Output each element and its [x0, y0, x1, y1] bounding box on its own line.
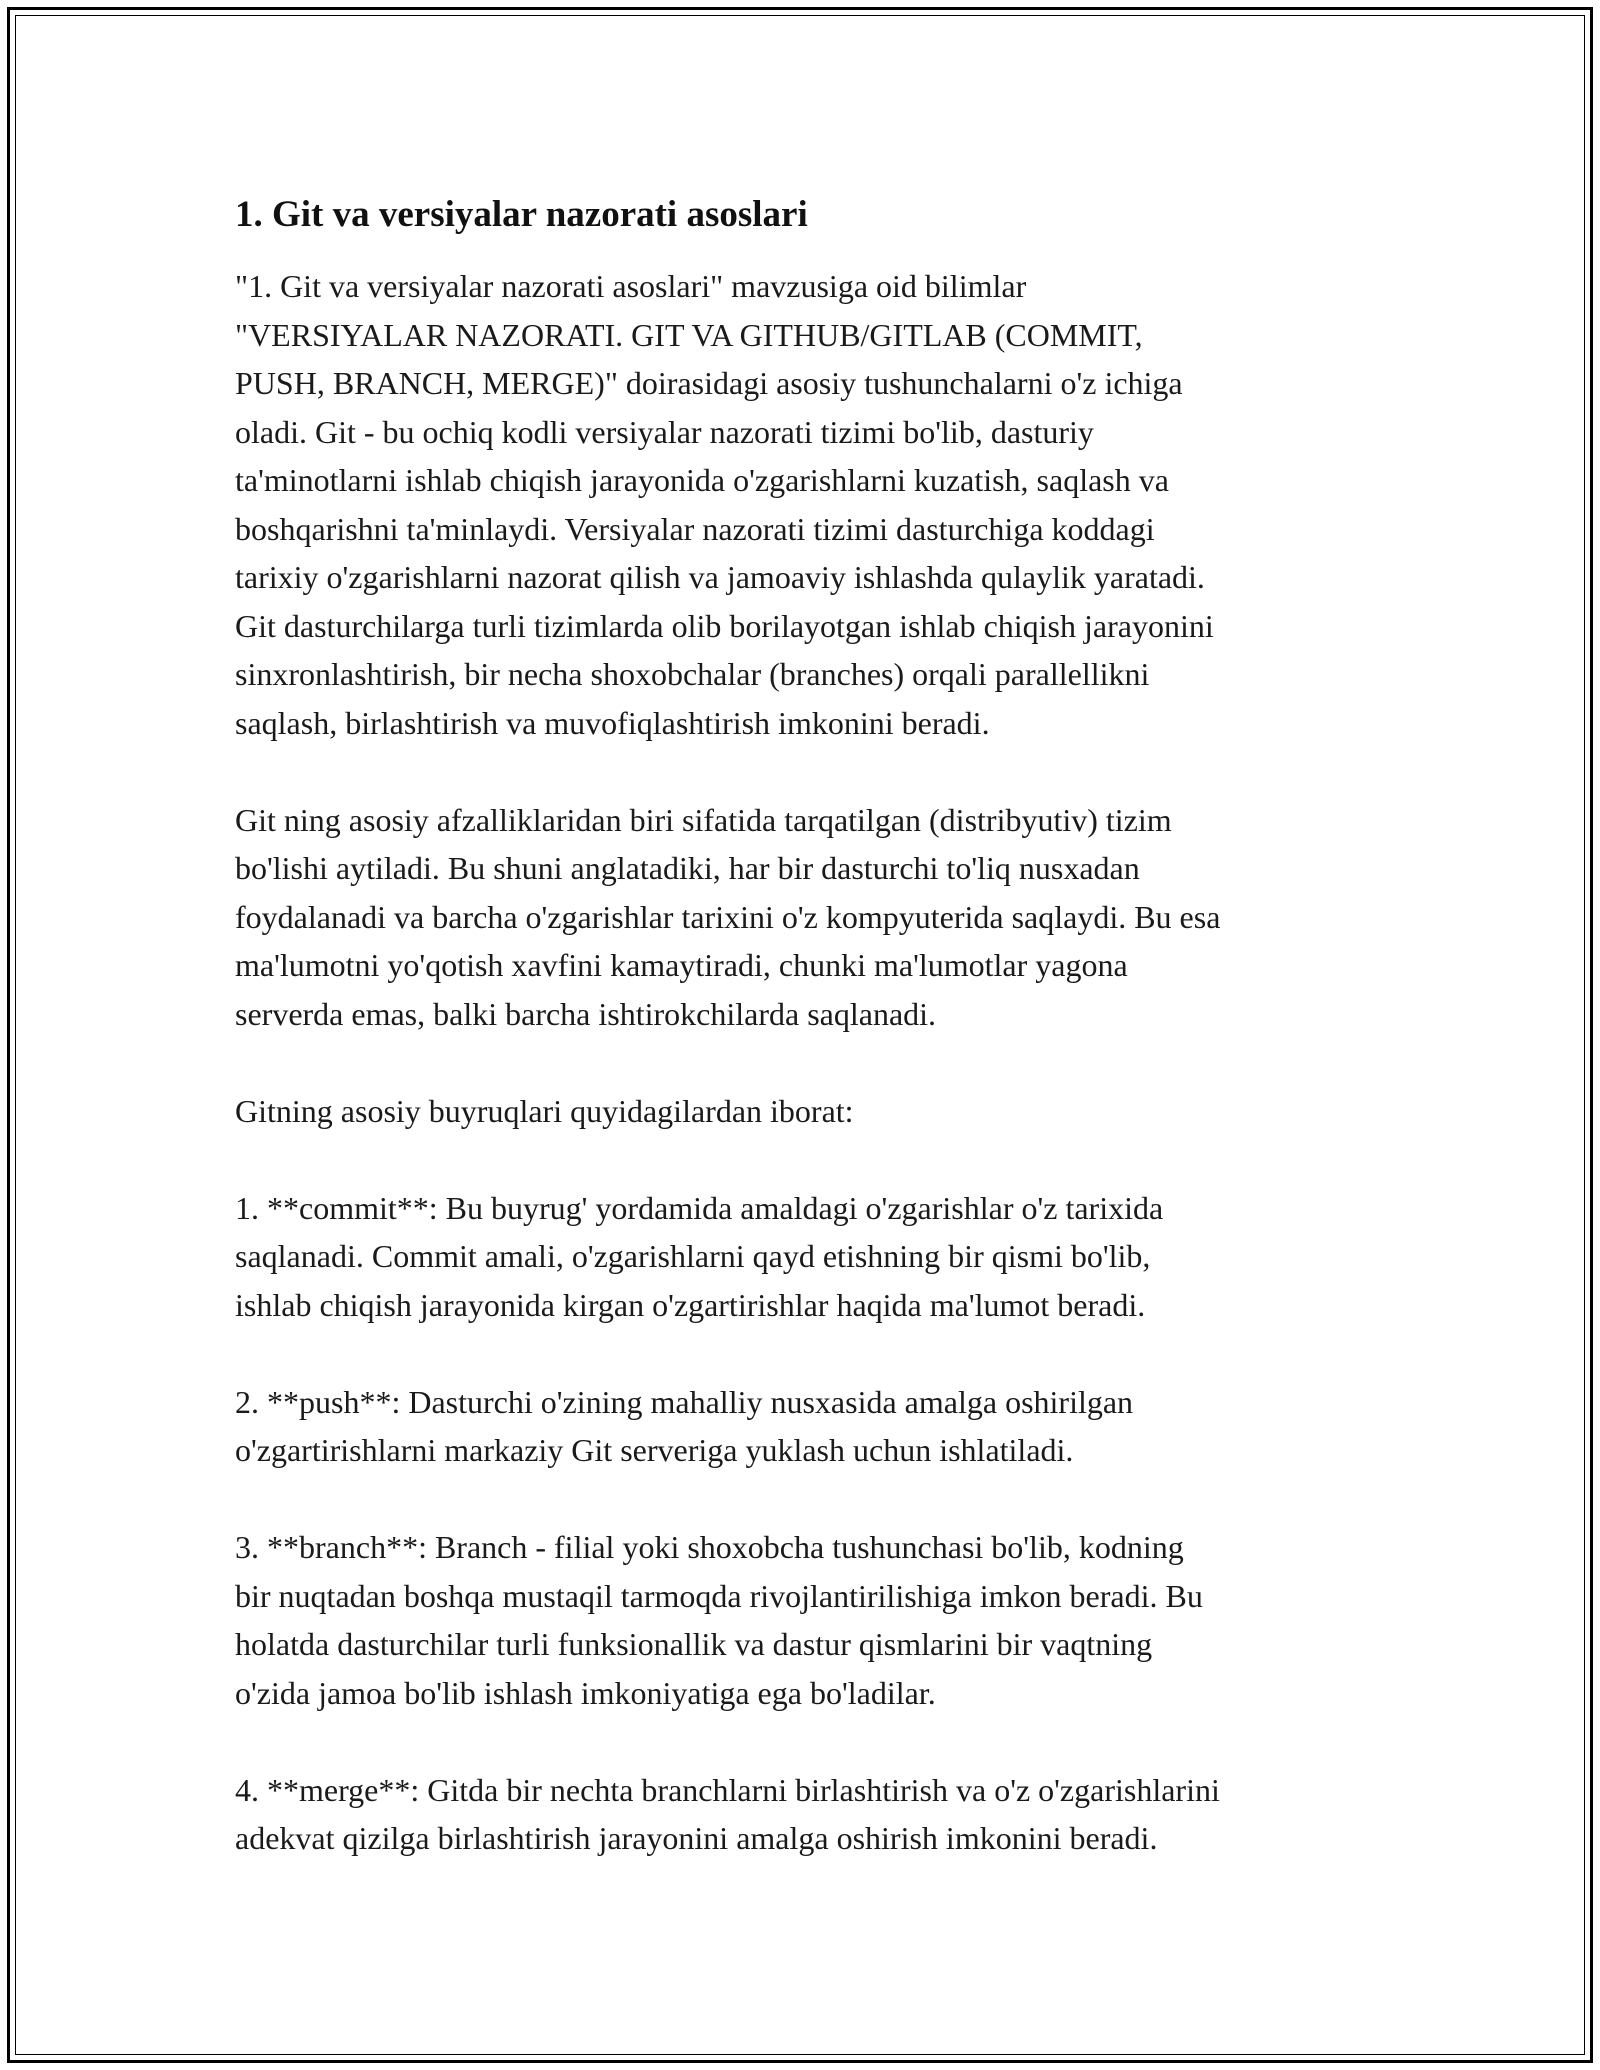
paragraph-gap — [235, 747, 1395, 796]
document-body — [235, 192, 1395, 1863]
list-item-commit: 1. **commit**: Bu buyrug' yordamida amaldagi o'zgarishlar o'z tarixida saqlanadi. Commit amali, o'zgarishlarni qayd etishning bir qismi bo'lib, ishlab chiqish jarayonida kirgan o'zgartirishlar haqida ma'lumot beradi. — [235, 1189, 1164, 1323]
list-item-merge: 4. **merge**: Gitda bir nechta branchlarni birlashtirish va o'z o'zgarishlarini adekvat qizilga birlashtirish jarayonini amalga oshirish imkonini beradi. — [235, 1771, 1220, 1856]
list-item-push: 2. **push**: Dasturchi o'zining mahalliy nusxasida amalga oshirilgan o'zgartirishlarni markaziy Git serveriga yuklash uchun ishlatiladi. — [235, 1383, 1134, 1468]
paragraph-gap — [235, 1475, 1395, 1524]
paragraph-distributed: Git ning asosiy afzalliklaridan biri sifatida tarqatilgan (distribyutiv) tizim bo'lishi aytiladi. Bu shuni anglatadiki, har bir dasturchi to'liq nusxadan foydalanadi va barcha o'zgarishlar tarixini o'z kompyuterida saqlaydi. Bu esa ma'lumotni yo'qotish xavfini kamaytiradi, chunki ma'lumotlar yagona serverda emas, balki barcha ishtirokchilarda saqlanadi. — [235, 801, 1221, 1032]
paragraph-gap — [235, 1717, 1395, 1766]
paragraph-gap — [235, 1038, 1395, 1087]
paragraph-gap — [235, 1135, 1395, 1184]
document-title: 1. Git va versiyalar nazorati asoslari — [235, 194, 808, 235]
list-item-branch: 3. **branch**: Branch - filial yoki shoxobcha tushunchasi bo'lib, kodning bir nuqtadan boshqa mustaqil tarmoqda rivojlantirilishiga imkon beradi. Bu holatda dasturchilar turli funksionallik va dastur qismlarini bir vaqtning o'zida jamoa bo'lib ishlash imkoniyatiga ega bo'ladilar. — [235, 1529, 1203, 1711]
paragraph-gap — [235, 1329, 1395, 1378]
paragraph-intro: "1. Git va versiyalar nazorati asoslari" mavzusiga oid bilimlar "VERSIYALAR NAZORATI. GIT VA GITHUB/GITLAB (COMMIT, PUSH, BRANCH, MERGE)" doirasidagi asosiy tushunchalarni o'z ichiga oladi. Git - bu ochiq kodli versiyalar nazorati tizimi bo'lib, dasturiy ta'minotlarni ishlab chiqish jarayonida o'zgarishlarni kuzatish, saqlash va boshqarishni ta'minlaydi. Versiyalar nazorati tizimi dasturchiga koddagi tarixiy o'zgarishlarni nazorat qilish va jamoaviy ishlashda qulaylik yaratadi. Git dasturchilarga turli tizimlarda olib borilayotgan ishlab chiqish jarayonini sinxronlashtirish, bir necha shoxobchalar (branches) orqali parallellikni saqlash, birlashtirish va muvofiqlashtirish imkonini beradi. — [235, 268, 1214, 741]
paragraph-commands-intro: Gitning asosiy buyruqlari quyidagilardan iborat: — [235, 1092, 854, 1129]
